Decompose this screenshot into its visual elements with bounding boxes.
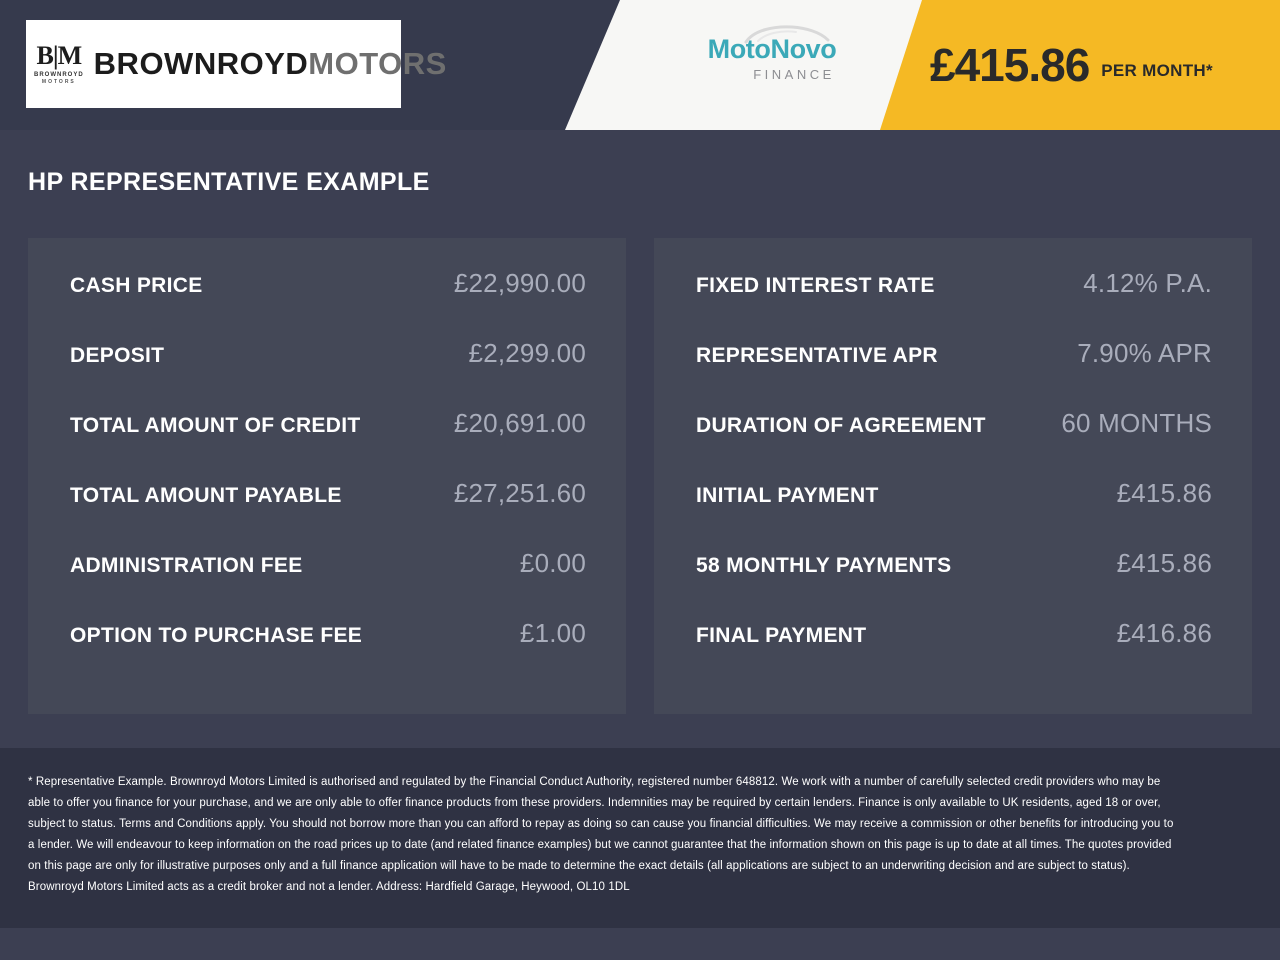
page-title: HP REPRESENTATIVE EXAMPLE — [28, 168, 430, 196]
row-value: £2,299.00 — [468, 338, 586, 368]
row-value: £20,691.00 — [453, 408, 586, 438]
row-label: TOTAL AMOUNT OF CREDIT — [70, 414, 361, 437]
row-label: TOTAL AMOUNT PAYABLE — [70, 484, 342, 507]
row-label: 58 MONTHLY PAYMENTS — [696, 554, 952, 577]
lender-logo — [672, 36, 872, 82]
row-value: 4.12% P.A. — [1083, 268, 1212, 298]
disclaimer-text: * Representative Example. Brownroyd Motors Limited is authorised and regulated by the Financial Conduct Authority, registered number 648812. We work with a number of carefully selected credit providers who may be able to offer you finance for your purchase, and we are only able to offer finance products from these providers. Indemnities may be required by certain lenders. Finance is only available to UK residents, aged 18 or over, subject to status. Terms and Conditions apply. You should not borrow more than you can afford to repay as doing so can cause you financial difficulties. We may receive a commission or other benefits for introducing you to a lender. We will endeavour to keep information on the road prices up to date (and related finance examples) but we cannot guarantee that the information shown on this page is up to date at all times. The quotes provided on this page are only for illustrative purposes only and a full finance application will have to be made to determine the exact details (all applications are subject to an underwriting decision and are subject to status). Brownroyd Motors Limited acts as a credit broker and not a lender. Address: Hardfield Garage, Heywood, OL10 1DL — [28, 776, 1174, 893]
row-label: ADMINISTRATION FEE — [70, 554, 303, 577]
row-label: INITIAL PAYMENT — [696, 484, 879, 507]
dealer-monogram-sub: BROWNROYD — [34, 72, 84, 78]
row-label: FIXED INTEREST RATE — [696, 274, 935, 297]
right-finance-panel — [654, 238, 1252, 714]
table-row — [70, 478, 586, 548]
row-value: 7.90% APR — [1077, 338, 1212, 368]
car-icon — [744, 24, 830, 46]
row-label: DEPOSIT — [70, 344, 165, 367]
table-row — [696, 268, 1212, 338]
row-label: DURATION OF AGREEMENT — [696, 414, 986, 437]
table-row — [696, 618, 1212, 688]
row-value: £416.86 — [1116, 618, 1212, 648]
page-header — [0, 0, 1280, 130]
dealer-name-secondary: MOTORS — [308, 46, 447, 81]
row-value: £22,990.00 — [453, 268, 586, 298]
dealer-logo — [26, 20, 447, 108]
finance-panels — [28, 238, 1252, 714]
row-label: OPTION TO PURCHASE FEE — [70, 624, 363, 647]
row-label: FINAL PAYMENT — [696, 624, 867, 647]
dealer-monogram-sub2: MOTORS — [41, 79, 76, 85]
table-row — [696, 408, 1212, 478]
table-row — [696, 548, 1212, 618]
row-label: CASH PRICE — [70, 274, 203, 297]
row-value: £27,251.60 — [453, 478, 586, 508]
table-row — [70, 618, 586, 688]
left-finance-panel — [28, 238, 626, 714]
row-value: £0.00 — [519, 548, 586, 578]
table-row — [70, 408, 586, 478]
row-value: £1.00 — [519, 618, 586, 648]
footer-disclaimer — [0, 748, 1280, 928]
dealer-name — [94, 46, 447, 82]
table-row — [696, 338, 1212, 408]
monthly-price-amount: £415.86 — [930, 39, 1090, 91]
dealer-name-primary: BROWNROYD — [93, 46, 309, 81]
table-row — [70, 548, 586, 618]
monthly-price-period: PER MONTH* — [1101, 61, 1213, 80]
monthly-price-block — [930, 0, 1213, 130]
row-value: £415.86 — [1116, 548, 1212, 578]
footer-bottom-strip — [0, 928, 1280, 960]
row-value: £415.86 — [1116, 478, 1212, 508]
dealer-monogram-icon — [34, 32, 84, 96]
row-value: 60 MONTHS — [1061, 408, 1212, 438]
table-row — [70, 338, 586, 408]
row-label: REPRESENTATIVE APR — [696, 344, 938, 367]
table-row — [70, 268, 586, 338]
dealer-monogram-letters: B|M — [36, 41, 82, 70]
table-row — [696, 478, 1212, 548]
lender-subtitle: FINANCE — [753, 67, 835, 82]
lender-name-moto: MotoNovo — [707, 34, 837, 64]
